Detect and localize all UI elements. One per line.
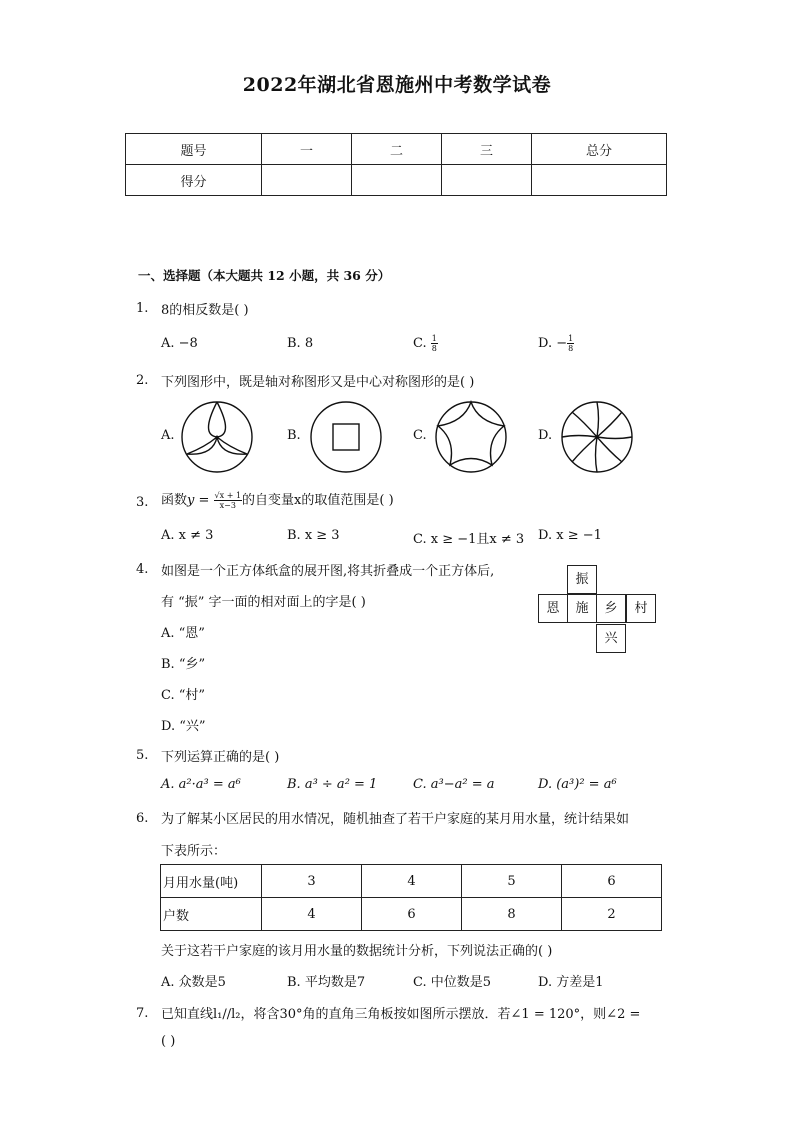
- table-cell: 得分: [126, 165, 262, 196]
- fraction-denominator: 8: [568, 344, 574, 353]
- table-cell: 一: [262, 134, 352, 165]
- question-number: 7.: [136, 1006, 149, 1021]
- stem-text: 的自变量x的取值范围是( ): [242, 493, 394, 508]
- question-stem: 有 “振” 字一面的相对面上的字是( ): [161, 595, 366, 610]
- table-cell: 4: [362, 865, 462, 898]
- option-c: C. a³−a² = a: [413, 777, 495, 792]
- section-heading: 一、选择题（本大题共 12 小题，共 36 分）: [138, 268, 391, 283]
- question-stem: 8的相反数是( ): [161, 303, 249, 318]
- cube-face: 兴: [596, 624, 626, 653]
- fraction: [214, 491, 243, 510]
- option-b: B. 平均数是7: [287, 975, 366, 990]
- option-c: [413, 334, 438, 353]
- option-label: C.: [413, 336, 427, 351]
- cube-face: 恩: [538, 594, 568, 623]
- table-row: [161, 898, 662, 931]
- table-cell: 5: [462, 865, 562, 898]
- option-a: A. “恩”: [161, 626, 205, 641]
- score-input-cell[interactable]: [352, 165, 442, 196]
- option-d: D.: [538, 428, 553, 443]
- table-cell: 三: [442, 134, 532, 165]
- question-number: 4.: [136, 562, 149, 577]
- option-c: C.: [413, 428, 427, 443]
- function-variable: y: [187, 493, 195, 508]
- table-row: [161, 865, 662, 898]
- option-b: B. a³ ÷ a² = 1: [287, 777, 378, 792]
- question-stem: [161, 489, 394, 510]
- figure-three-arcs: [180, 400, 254, 474]
- fraction: [567, 334, 574, 353]
- question-number: 1.: [136, 301, 149, 316]
- question-stem: 为了解某小区居民的用水情况，随机抽查了若干户家庭的某月用水量，统计结果如: [161, 812, 630, 827]
- cube-face: 乡: [596, 594, 626, 623]
- page-title: 2022年湖北省恩施州中考数学试卷: [242, 74, 552, 96]
- option-c: C. “村”: [161, 688, 206, 703]
- table-cell: 3: [262, 865, 362, 898]
- table-row: [126, 165, 667, 196]
- option-b: B.: [287, 428, 301, 443]
- option-b: B. “乡”: [161, 657, 206, 672]
- question-stem: 关于这若干户家庭的该月用水量的数据统计分析，下列说法正确的( ): [161, 944, 553, 959]
- table-cell: 月用水量(吨): [161, 865, 262, 898]
- equals-sign: =: [194, 493, 214, 508]
- option-b: B. x ≥ 3: [287, 528, 340, 543]
- table-cell: 二: [352, 134, 442, 165]
- fraction-numerator: 1: [431, 334, 437, 343]
- table-cell: 8: [462, 898, 562, 931]
- score-input-cell[interactable]: [532, 165, 667, 196]
- fraction: [431, 334, 438, 353]
- score-input-cell[interactable]: [262, 165, 352, 196]
- question-stem: ( ): [161, 1034, 176, 1049]
- option-d: D. x ≥ −1: [538, 528, 602, 543]
- option-a: A.: [161, 428, 175, 443]
- question-number: 5.: [136, 748, 149, 763]
- option-label: D. −: [538, 336, 568, 351]
- table-cell: 4: [262, 898, 362, 931]
- option-d: D. 方差是1: [538, 975, 604, 990]
- cube-face: 振: [567, 565, 597, 594]
- option-a: A. −8: [161, 336, 198, 351]
- score-table: [125, 133, 667, 196]
- option-b: B. 8: [287, 336, 314, 351]
- question-number: 2.: [136, 373, 149, 388]
- figure-square-in-circle: [309, 400, 383, 474]
- water-usage-table: [160, 864, 662, 931]
- score-input-cell[interactable]: [442, 165, 532, 196]
- option-a: A. x ≠ 3: [161, 528, 214, 543]
- stem-text: 函数: [161, 493, 188, 508]
- table-cell: 题号: [126, 134, 262, 165]
- fraction-numerator: √x + 1: [214, 491, 242, 500]
- cube-face: 村: [626, 594, 656, 623]
- option-a: A. 众数是5: [161, 975, 226, 990]
- question-number: 6.: [136, 811, 149, 826]
- fraction-denominator: 8: [431, 344, 437, 353]
- table-cell: 户数: [161, 898, 262, 931]
- table-cell: 2: [562, 898, 662, 931]
- option-d: D. (a³)² = a⁶: [538, 777, 617, 792]
- table-row: [126, 134, 667, 165]
- fraction-numerator: 1: [568, 334, 574, 343]
- option-d: D. “兴”: [161, 719, 206, 734]
- table-cell: 6: [562, 865, 662, 898]
- table-cell: 6: [362, 898, 462, 931]
- question-stem: 已知直线l₁//l₂，将含30°角的直角三角板按如图所示摆放．若∠1 = 120°，则∠2 =: [161, 1007, 641, 1022]
- question-number: 3.: [136, 495, 149, 510]
- table-cell: 总分: [532, 134, 667, 165]
- figure-swirl: [560, 400, 634, 474]
- option-c: C. x ≥ −1且x ≠ 3: [413, 532, 525, 547]
- option-d: [538, 334, 574, 353]
- figure-pentagon-arcs: [434, 400, 508, 474]
- question-stem: 下列运算正确的是( ): [161, 750, 280, 765]
- question-stem: 下列图形中，既是轴对称图形又是中心对称图形的是( ): [161, 375, 475, 390]
- cube-face: 施: [567, 594, 597, 623]
- option-c: C. 中位数是5: [413, 975, 492, 990]
- fraction-denominator: x−3: [219, 501, 236, 510]
- question-stem: 如图是一个正方体纸盒的展开图,将其折叠成一个正方体后,: [161, 564, 495, 579]
- question-stem: 下表所示：: [161, 844, 227, 859]
- option-a: A. a²·a³ = a⁶: [161, 777, 241, 792]
